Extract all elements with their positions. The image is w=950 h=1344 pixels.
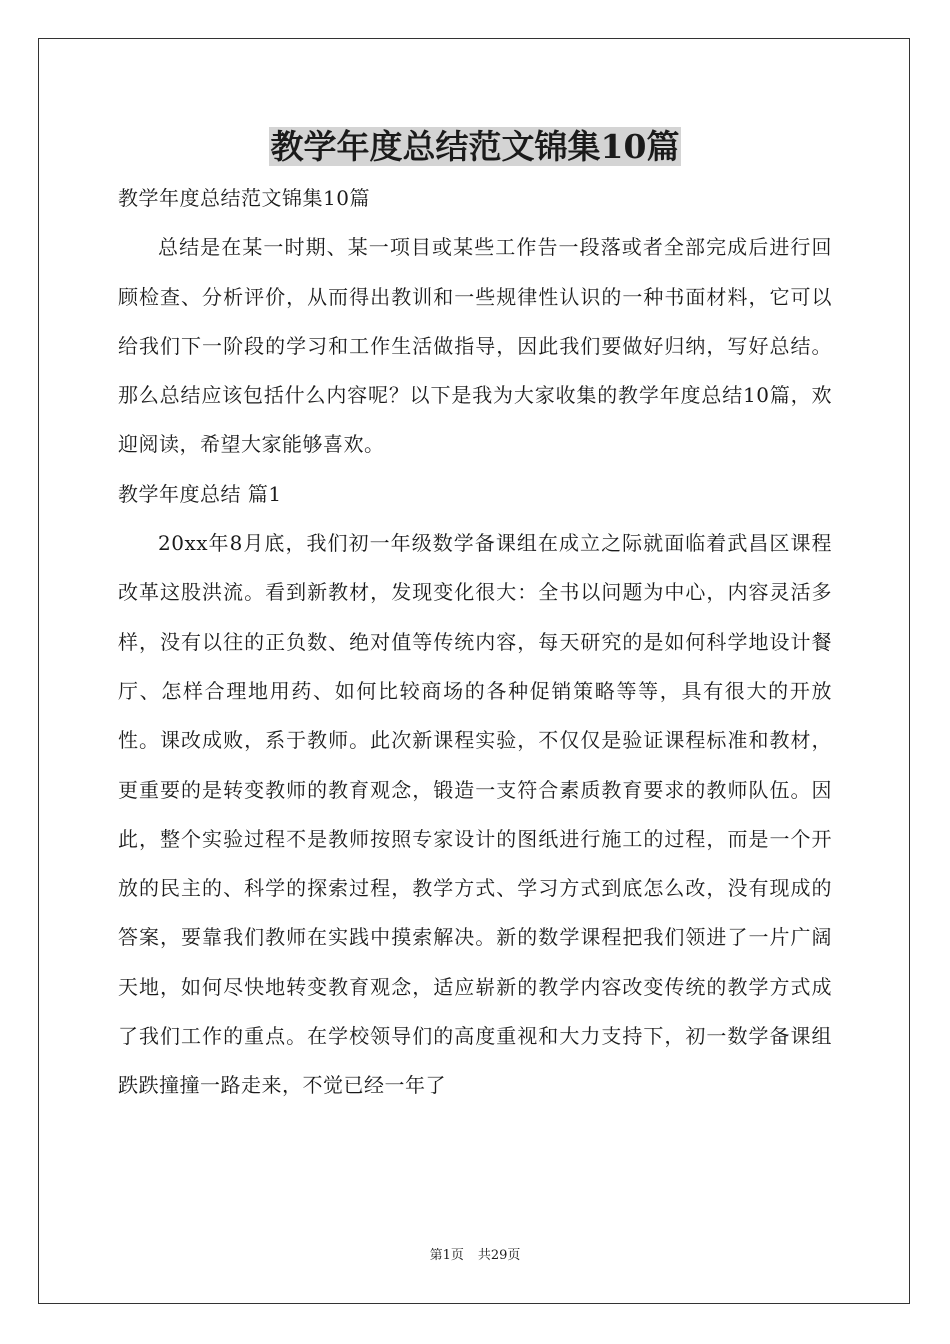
page-footer	[0, 1246, 950, 1266]
document-subtitle: 教学年度总结范文锦集10篇	[118, 186, 370, 210]
page-number-total: 共29页	[477, 1248, 521, 1263]
document-body	[118, 174, 832, 1111]
document-title-text: 教学年度总结范文锦集10篇	[270, 127, 680, 166]
section-heading: 教学年度总结 篇1	[118, 481, 282, 506]
page-number-current: 第1页	[429, 1248, 464, 1263]
section-paragraph: 20xx年8月底，我们初一年级数学备课组在成立之际就面临着武昌区课程改革这股洪流。看到新教材，发现变化很大：全书以问题为中心，内容灵活多样，没有以往的正负数、绝对值等传统内容，每天研究的是如何科学地设计餐厅、怎样合理地用药、如何比较商场的各种促销策略等等，具有很大的开放性。课改成败，系于教师。此次新课程实验，不仅仅是验证课程标准和教材，更重要的是转变教师的教育观念，锻造一支符合素质教育要求的教师队伍。因此，整个实验过程不是教师按照专家设计的图纸进行施工的过程，而是一个开放的民主的、科学的探索过程，教学方式、学习方式到底怎么改，没有现成的答案，要靠我们教师在实践中摸索解决。新的数学课程把我们领进了一片广阔天地，如何尽快地转变教育观念，适应崭新的教学内容改变传统的教学方式成了我们工作的重点。在学校领导们的高度重视和大力支持下，初一数学备课组跌跌撞撞一路走来，不觉已经一年了	[118, 531, 832, 1098]
intro-paragraph: 总结是在某一时期、某一项目或某些工作告一段落或者全部完成后进行回顾检查、分析评价，从而得出教训和一些规律性认识的一种书面材料，它可以给我们下一阶段的学习和工作生活做指导，因此我们要做好归纳，写好总结。那么总结应该包括什么内容呢？以下是我为大家收集的教学年度总结10篇，欢迎阅读，希望大家能够喜欢。	[118, 235, 832, 457]
document-title	[0, 122, 950, 172]
